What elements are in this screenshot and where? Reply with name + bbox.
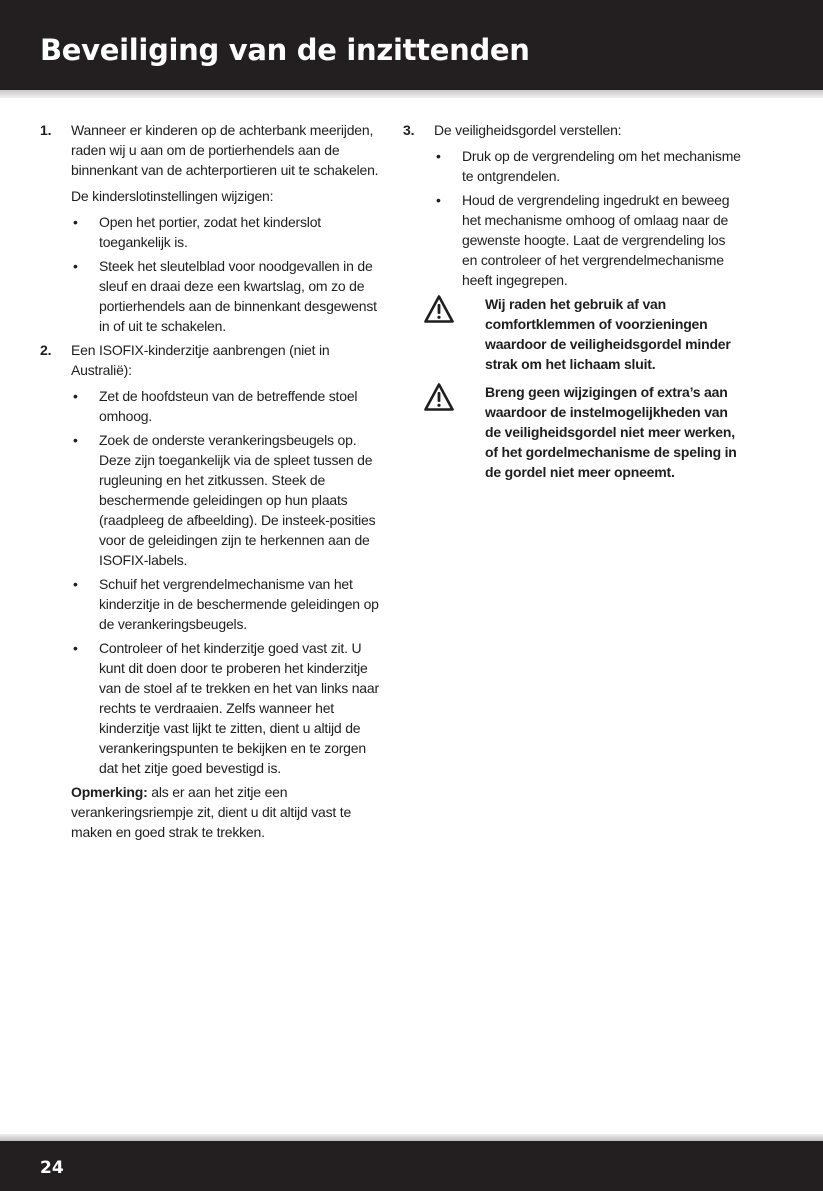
header-divider — [0, 90, 823, 98]
bullet-text: Houd de vergrendeling ingedrukt en beweeg het mechanisme omhoog of omlaag naar de gewenste hoogte. Laat de vergrendeling los en controleer of het vergrendelmechanisme heeft ingegrepen. — [462, 192, 730, 288]
warning-box — [403, 294, 743, 374]
bullet-icon: • — [436, 148, 441, 164]
bullet-text: Open het portier, zodat het kinderslot toegankelijk is. — [99, 214, 321, 250]
bullet-icon: • — [73, 432, 78, 448]
bullet-item — [71, 430, 380, 570]
bullet-item — [434, 146, 743, 186]
note-label: Opmerking: — [71, 784, 148, 800]
bullet-text: Zoek de onderste verankeringsbeugels op. Deze zijn toegankelijk via de spleet tussen de rugleuning en het zitkussen. Steek de beschermende geleidingen op hun plaats (raadpleeg de afbeelding). De insteek-posities voor de geleidingen zijn te herkennen aan de ISOFIX-labels. — [99, 432, 376, 568]
note — [71, 782, 380, 842]
bullet-text: Controleer of het kinderzitje goed vast zit. U kunt dit doen door te proberen het kinderzitje van de stoel af te trekken en het van links naar rechts te verdraaien. Zelfs wanneer het kinderzitje vast lijkt te zitten, dient u altijd de verankeringspunten te bekijken en te zorgen dat het zitje goed bevestigd is. — [99, 640, 379, 776]
note-text: als er aan het zitje een verankeringsriempje zit, dient u dit altijd vast te maken en goed strak te trekken. — [71, 784, 352, 840]
page-title: Beveiliging van de inzittenden — [40, 33, 530, 67]
bullet-icon: • — [73, 640, 78, 656]
item-number: 1. — [40, 122, 52, 138]
footer-divider — [0, 1134, 823, 1141]
warning-text: Wij raden het gebruik af van comfortklemmen of voorzieningen waardoor de veiligheidsgordel minder strak om het lichaam sluit. — [485, 296, 731, 372]
numbered-item-2 — [40, 340, 380, 842]
bullet-item — [71, 256, 380, 336]
item-intro: Wanneer er kinderen op de achterbank meerijden, raden wij u aan om de portierhendels aan de binnenkant van de achterportieren uit te schakelen. — [71, 122, 379, 178]
warning-box — [403, 382, 743, 482]
bullet-icon: • — [73, 576, 78, 592]
warning-triangle-icon — [423, 294, 455, 324]
bullet-icon: • — [73, 388, 78, 404]
page-footer — [0, 1141, 823, 1191]
item-number: 2. — [40, 342, 52, 358]
numbered-item-3 — [403, 120, 743, 290]
bullet-icon: • — [73, 258, 78, 274]
item-subheading: De kinderslotinstellingen wijzigen: — [71, 188, 274, 204]
bullet-text: Schuif het vergrendelmechanisme van het kinderzitje in de beschermende geleidingen op de verankeringsbeugels. — [99, 576, 379, 632]
warning-text: Breng geen wijzigingen of extra’s aan waardoor de instelmogelijkheden van de veiligheidsgordel niet meer werken, of het gordelmechanisme de speling in de gordel niet meer opneemt. — [485, 384, 737, 480]
bullet-item — [71, 386, 380, 426]
bullet-item — [71, 638, 380, 778]
bullet-item — [71, 574, 380, 634]
left-column — [40, 120, 380, 848]
bullet-list — [71, 386, 380, 778]
bullet-item — [434, 190, 743, 290]
bullet-icon: • — [436, 192, 441, 208]
warning-triangle-icon — [423, 382, 455, 412]
bullet-text: Zet de hoofdsteun van de betreffende stoel omhoog. — [99, 388, 358, 424]
item-intro: Een ISOFIX-kinderzitje aanbrengen (niet in Australië): — [71, 342, 330, 378]
bullet-text: Steek het sleutelblad voor noodgevallen in de sleuf en draai deze een kwartslag, om zo de portierhendels aan de binnenkant desgewenst in of uit te schakelen. — [99, 258, 377, 334]
page-number: 24 — [40, 1158, 64, 1178]
bullet-item — [71, 212, 380, 252]
bullet-list — [434, 146, 743, 290]
item-intro: De veiligheidsgordel verstellen: — [434, 122, 622, 138]
item-number: 3. — [403, 122, 415, 138]
right-column — [403, 120, 743, 490]
bullet-text: Druk op de vergrendeling om het mechanisme te ontgrendelen. — [462, 148, 741, 184]
page-header — [0, 0, 823, 90]
bullet-icon: • — [73, 214, 78, 230]
numbered-item-1 — [40, 120, 380, 336]
bullet-list — [71, 212, 380, 336]
